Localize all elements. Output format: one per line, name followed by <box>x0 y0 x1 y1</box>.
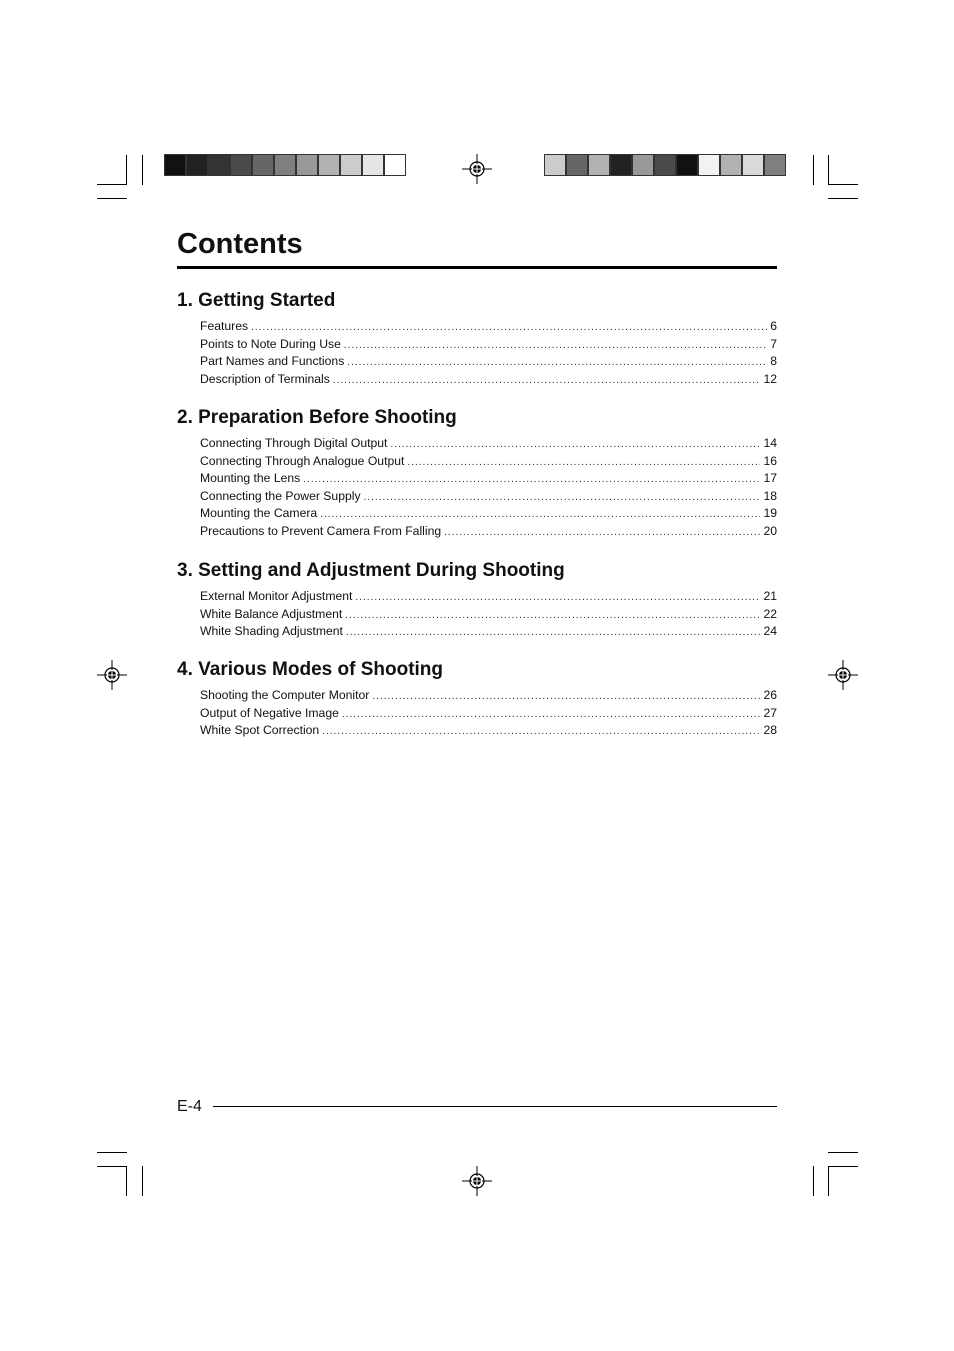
dot-leader <box>372 688 760 706</box>
entry-page: 27 <box>763 705 777 720</box>
color-swatch <box>252 154 274 176</box>
entry-page: 6 <box>770 319 777 333</box>
color-swatch <box>742 154 764 176</box>
dot-leader <box>322 723 760 741</box>
section-heading: 3. Setting and Adjustment During Shooting <box>177 560 565 581</box>
entry-label: Description of Terminals <box>200 371 330 386</box>
dot-leader <box>346 624 760 642</box>
entry-label: White Shading Adjustment <box>200 624 343 639</box>
crop-mark <box>97 198 127 199</box>
crop-mark <box>142 1166 143 1196</box>
entry-label: Mounting the Camera <box>200 506 318 521</box>
toc-entry[interactable] <box>177 623 777 641</box>
color-swatch <box>632 154 654 176</box>
page-number: E-4 <box>177 1098 202 1115</box>
entry-page: 22 <box>763 606 777 621</box>
crop-mark <box>97 184 127 185</box>
entry-page: 26 <box>763 688 777 702</box>
page-title: Contents <box>177 228 303 260</box>
color-swatch <box>676 154 698 176</box>
color-swatch <box>588 154 610 176</box>
color-swatch <box>566 154 588 176</box>
registration-mark-icon <box>462 1166 492 1196</box>
dot-leader <box>333 372 761 390</box>
registration-mark-icon <box>462 154 492 184</box>
entry-label: Output of Negative Image <box>200 705 339 720</box>
entry-label: White Spot Correction <box>200 723 320 738</box>
dot-leader <box>251 319 767 337</box>
toc-entry[interactable] <box>177 705 777 723</box>
color-swatch <box>610 154 632 176</box>
toc-entry[interactable] <box>177 588 777 606</box>
toc-entry[interactable] <box>177 318 777 336</box>
entry-page: 19 <box>763 506 777 521</box>
color-swatch <box>544 154 566 176</box>
toc-entry[interactable] <box>177 470 777 488</box>
dot-leader <box>347 354 767 372</box>
color-swatch <box>296 154 318 176</box>
crop-mark <box>97 1166 127 1167</box>
entry-page: 21 <box>763 589 777 603</box>
dot-leader <box>364 489 761 507</box>
entry-page: 24 <box>763 624 777 639</box>
entry-label: Mounting the Lens <box>200 471 301 486</box>
toc-entry[interactable] <box>177 435 777 453</box>
toc-entry[interactable] <box>177 523 777 541</box>
entry-page: 16 <box>763 453 777 468</box>
crop-mark <box>97 1152 127 1153</box>
color-swatch <box>362 154 384 176</box>
toc-section-setting-adjustment <box>177 558 777 641</box>
color-swatch <box>274 154 296 176</box>
toc-entry[interactable] <box>177 488 777 506</box>
dot-leader <box>344 337 767 355</box>
entry-label: Connecting the Power Supply <box>200 488 361 503</box>
dot-leader <box>390 436 760 454</box>
color-bar-left <box>164 154 406 176</box>
toc-section-getting-started <box>177 288 777 388</box>
entry-label: Connecting Through Digital Output <box>200 436 388 450</box>
entry-page: 12 <box>763 371 777 386</box>
entry-label: Part Names and Functions <box>200 354 345 369</box>
dot-leader <box>355 589 760 607</box>
toc-entry[interactable] <box>177 606 777 624</box>
entry-label: External Monitor Adjustment <box>200 589 353 603</box>
color-swatch <box>230 154 252 176</box>
toc-entry[interactable] <box>177 371 777 389</box>
entry-label: Shooting the Computer Monitor <box>200 688 370 702</box>
entry-page: 8 <box>770 354 777 369</box>
toc-entry[interactable] <box>177 687 777 705</box>
entry-page: 14 <box>763 436 777 450</box>
dot-leader <box>444 524 760 542</box>
toc-section-various-modes <box>177 657 777 740</box>
color-swatch <box>318 154 340 176</box>
entry-label: White Balance Adjustment <box>200 606 343 621</box>
color-swatch <box>186 154 208 176</box>
toc-entry[interactable] <box>177 722 777 740</box>
toc-section-preparation <box>177 405 777 541</box>
color-swatch <box>654 154 676 176</box>
section-heading: 4. Various Modes of Shooting <box>177 659 444 680</box>
title-rule <box>177 266 777 269</box>
entry-page: 28 <box>763 723 777 738</box>
color-swatch <box>764 154 786 176</box>
entry-page: 17 <box>763 471 777 486</box>
color-swatch <box>698 154 720 176</box>
toc-entry[interactable] <box>177 336 777 354</box>
entry-label: Precautions to Prevent Camera From Falling <box>200 523 442 538</box>
toc-entry[interactable] <box>177 453 777 471</box>
dot-leader <box>303 471 760 489</box>
footer-rule <box>213 1106 777 1107</box>
color-swatch <box>340 154 362 176</box>
crop-mark <box>813 1166 814 1196</box>
color-swatch <box>384 154 406 176</box>
registration-mark-icon <box>828 660 858 690</box>
dot-leader <box>345 607 760 625</box>
entry-label: Points to Note During Use <box>200 336 341 351</box>
registration-mark-icon <box>97 660 127 690</box>
crop-mark <box>828 1152 858 1153</box>
crop-mark <box>828 184 858 185</box>
crop-mark <box>126 155 127 185</box>
section-heading: 1. Getting Started <box>177 290 336 311</box>
section-heading: 2. Preparation Before Shooting <box>177 407 457 428</box>
dot-leader <box>407 454 760 472</box>
crop-mark <box>142 155 143 185</box>
toc-entry[interactable] <box>177 353 777 371</box>
crop-mark <box>126 1166 127 1196</box>
crop-mark <box>828 198 858 199</box>
entry-page: 20 <box>763 523 777 538</box>
crop-mark <box>828 155 829 185</box>
entry-page: 18 <box>763 488 777 503</box>
crop-mark <box>828 1166 829 1196</box>
color-swatch <box>720 154 742 176</box>
color-swatch <box>208 154 230 176</box>
entry-label: Connecting Through Analogue Output <box>200 453 405 468</box>
crop-mark <box>813 155 814 185</box>
color-bar-right <box>544 154 786 176</box>
color-swatch <box>164 154 186 176</box>
dot-leader <box>342 706 761 724</box>
entry-label: Features <box>200 319 249 333</box>
toc-entry[interactable] <box>177 505 777 523</box>
entry-page: 7 <box>770 336 777 351</box>
crop-mark <box>828 1166 858 1167</box>
dot-leader <box>320 506 760 524</box>
